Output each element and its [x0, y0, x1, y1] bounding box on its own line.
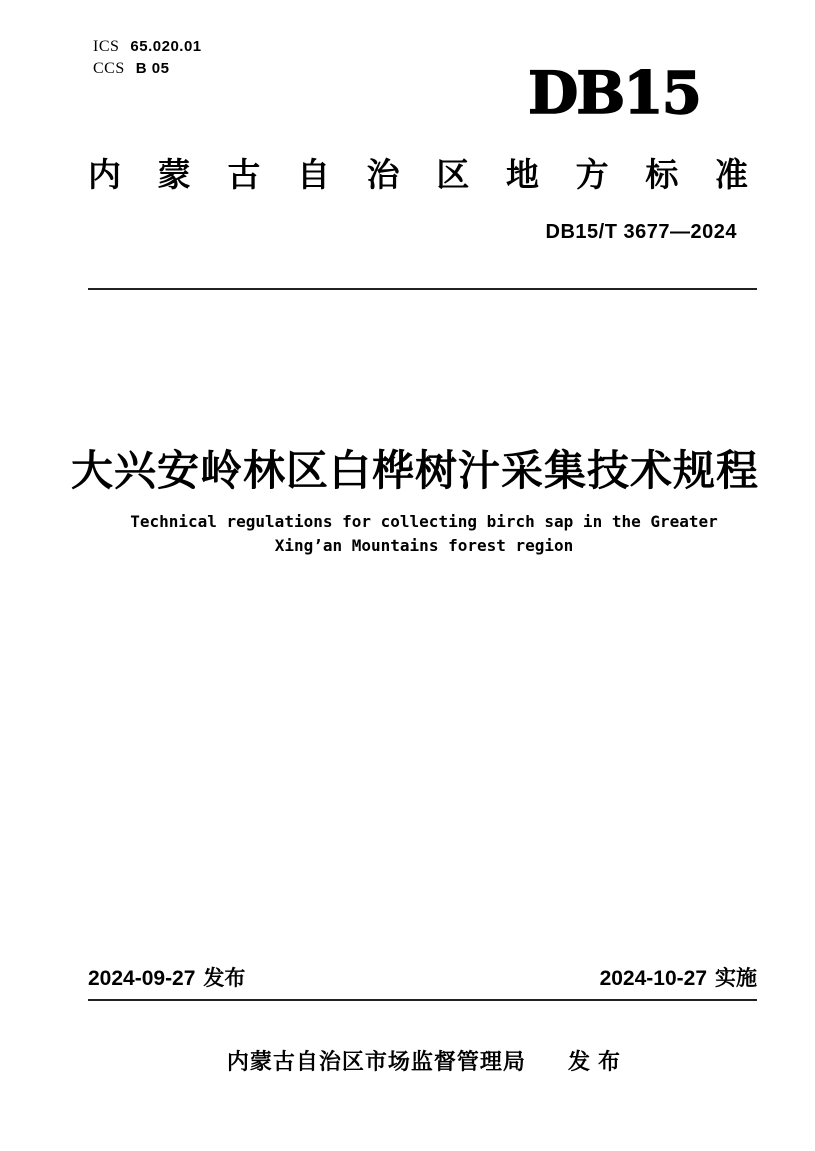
document-title-english-line2: Xing’an Mountains forest region	[274, 536, 574, 555]
issue-date-group	[88, 962, 245, 992]
publisher-row	[88, 1045, 760, 1076]
dates-row	[88, 962, 757, 1001]
issue-date-label: 发布	[203, 967, 246, 990]
standard-category-title: 内 蒙 古 自 治 区 地 方 标 准	[88, 156, 748, 193]
implement-date: 2024-10-27	[599, 967, 707, 990]
publisher-name: 内蒙古自治区市场监督管理局	[226, 1049, 526, 1074]
document-title-chinese: 大兴安岭林区白桦树汁采集技术规程	[71, 447, 760, 494]
ccs-value: B 05	[135, 60, 170, 77]
ics-label: ICS	[93, 38, 120, 55]
publish-action-label: 发 布	[567, 1049, 622, 1074]
implement-date-group	[600, 962, 757, 992]
header-rule	[88, 288, 757, 290]
issue-date: 2024-09-27	[88, 967, 196, 990]
standard-code: DB15/T 3677—2024	[545, 221, 737, 243]
db15-logo: DB15	[527, 59, 700, 127]
ccs-label: CCS	[93, 60, 125, 77]
document-title-english-line1: Technical regulations for collecting birch sap in the Greater	[130, 512, 718, 531]
ics-value: 65.020.01	[130, 38, 202, 55]
document-title-english	[88, 510, 760, 558]
implement-date-label: 实施	[715, 967, 757, 990]
classification-block	[93, 36, 202, 80]
ccs-row	[93, 58, 202, 80]
ics-row	[93, 36, 202, 58]
